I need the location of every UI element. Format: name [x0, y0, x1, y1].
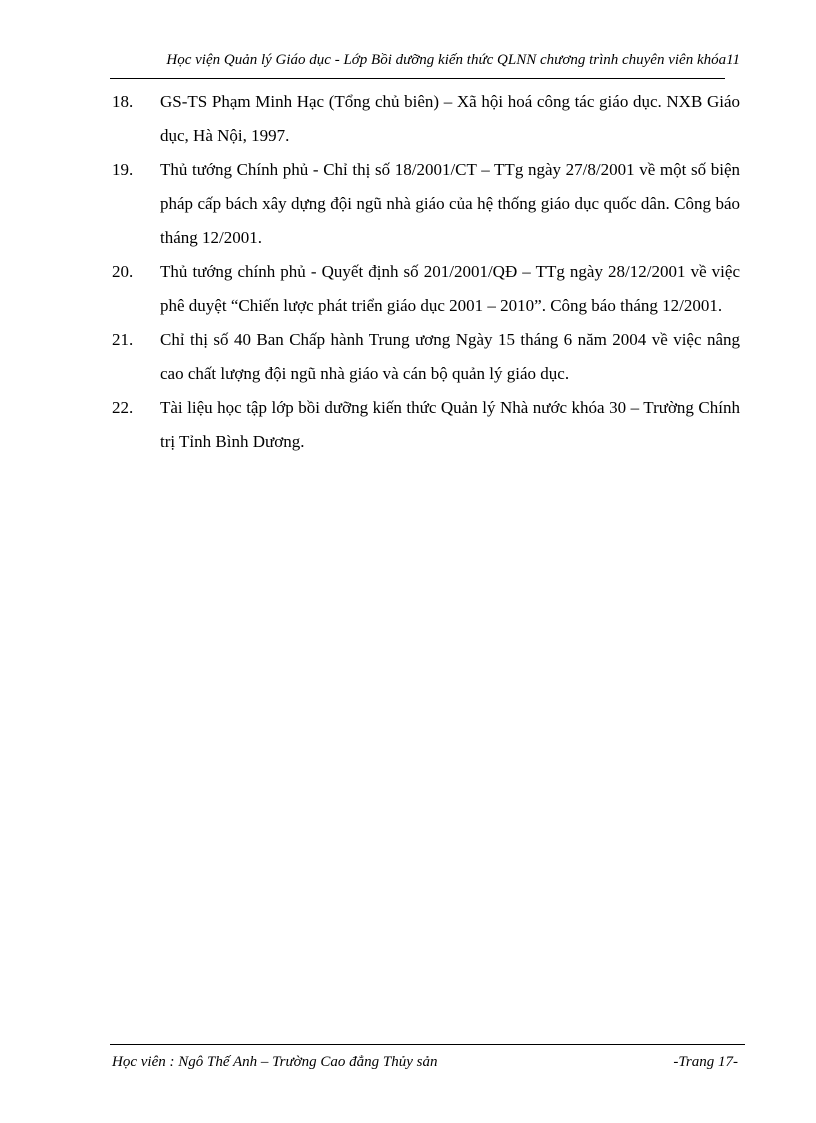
footer-author: Học viên : Ngô Thế Anh – Trường Cao đẳng Thủy sản [112, 1054, 438, 1070]
reference-item [112, 391, 740, 459]
footer-divider [110, 1044, 745, 1045]
reference-item [112, 255, 740, 323]
reference-item [112, 85, 740, 153]
reference-number: 20. [112, 262, 134, 281]
reference-text: Thủ tướng Chính phủ - Chỉ thị số 18/2001/CT – TTg ngày 27/8/2001 về một số biện pháp cấp bách xây dựng đội ngũ nhà giáo của hệ thống giáo dục quốc dân. Công báo tháng 12/2001. [160, 160, 740, 247]
reference-number: 22. [112, 398, 134, 417]
page-header: Học viện Quản lý Giáo dục - Lớp Bồi dưỡng kiến thức QLNN chương trình chuyên viên khóa11 [166, 52, 740, 68]
header-divider [110, 78, 725, 79]
reference-text: Chỉ thị số 40 Ban Chấp hành Trung ương Ngày 15 tháng 6 năm 2004 về việc nâng cao chất lượng đội ngũ nhà giáo và cán bộ quản lý giáo dục. [160, 330, 740, 383]
reference-text: Thủ tướng chính phủ - Quyết định số 201/2001/QĐ – TTg ngày 28/12/2001 về việc phê duyệt “Chiến lược phát triển giáo dục 2001 – 2010”. Công báo tháng 12/2001. [160, 262, 740, 315]
reference-number: 18. [112, 92, 134, 111]
reference-text: GS-TS Phạm Minh Hạc (Tổng chủ biên) – Xã hội hoá công tác giáo dục. NXB Giáo dục, Hà Nội, 1997. [160, 92, 740, 145]
reference-item [112, 323, 740, 391]
reference-number: 21. [112, 330, 134, 349]
reference-number: 19. [112, 160, 134, 179]
reference-item [112, 153, 740, 255]
page-number: -Trang 17- [673, 1054, 738, 1070]
reference-list [112, 85, 740, 459]
reference-text: Tài liệu học tập lớp bồi dưỡng kiến thức Quản lý Nhà nước khóa 30 – Trường Chính trị Tỉnh Bình Dương. [160, 398, 740, 451]
